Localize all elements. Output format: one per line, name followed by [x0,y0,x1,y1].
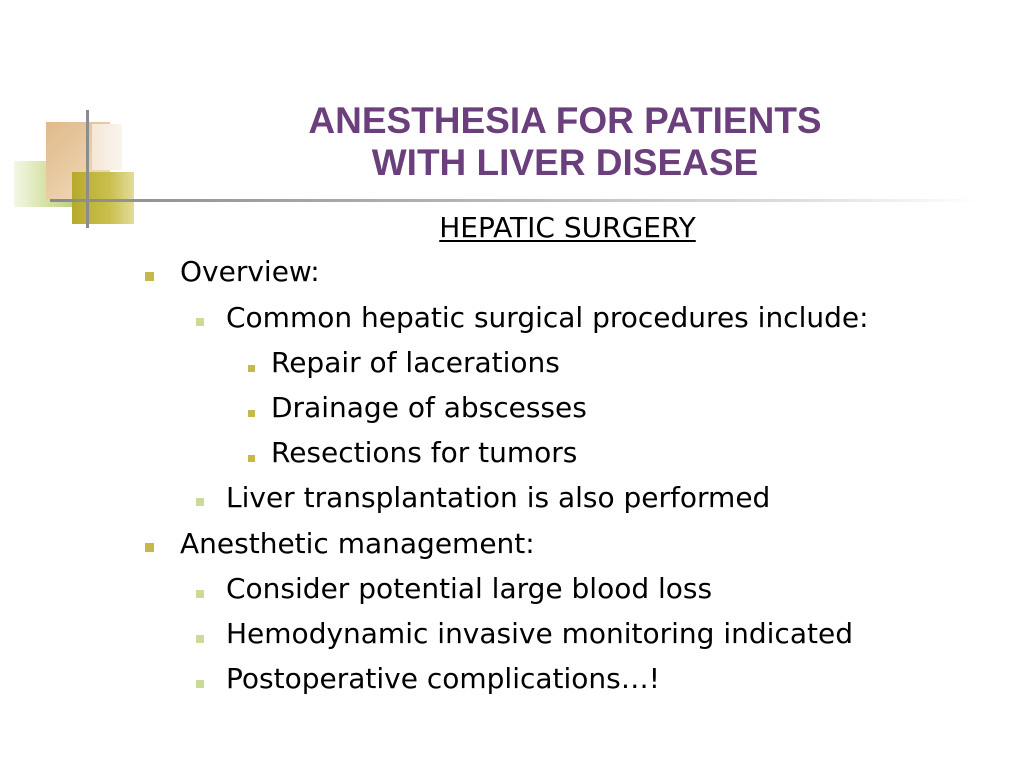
bullet-marker-icon [145,272,154,281]
decorative-square-olive [72,172,134,224]
bullet-marker-icon [248,455,255,462]
bullet-marker-icon [196,590,204,598]
bullet-marker-icon [196,635,204,643]
bullet-item: Consider potential large blood loss [226,572,713,605]
slide-title-line-1: ANESTHESIA FOR PATIENTS [308,100,822,141]
bullet-item: Postoperative complications…! [226,662,660,695]
slide-subtitle: HEPATIC SURGERY [439,211,696,244]
bullet-item: Drainage of abscesses [271,391,587,424]
bullet-marker-icon [196,318,204,326]
slide-title-line-2: WITH LIVER DISEASE [371,142,759,183]
decorative-square-cream [92,124,122,170]
bullet-marker-icon [248,410,255,417]
bullet-item: Liver transplantation is also performed [226,481,771,514]
bullet-item: Repair of lacerations [271,346,560,379]
bullet-marker-icon [248,365,255,372]
bullet-item: Overview: [180,255,320,288]
bullet-marker-icon [145,543,154,552]
bullet-item: Common hepatic surgical procedures include: [226,301,869,334]
bullet-item: Hemodynamic invasive monitoring indicated [226,617,853,650]
title-divider-line [50,199,980,202]
bullet-item: Anesthetic management: [180,527,535,560]
slide-title [260,100,870,184]
decorative-vertical-line [86,110,89,228]
bullet-marker-icon [196,498,204,506]
bullet-marker-icon [196,680,204,688]
bullet-item: Resections for tumors [271,436,578,469]
